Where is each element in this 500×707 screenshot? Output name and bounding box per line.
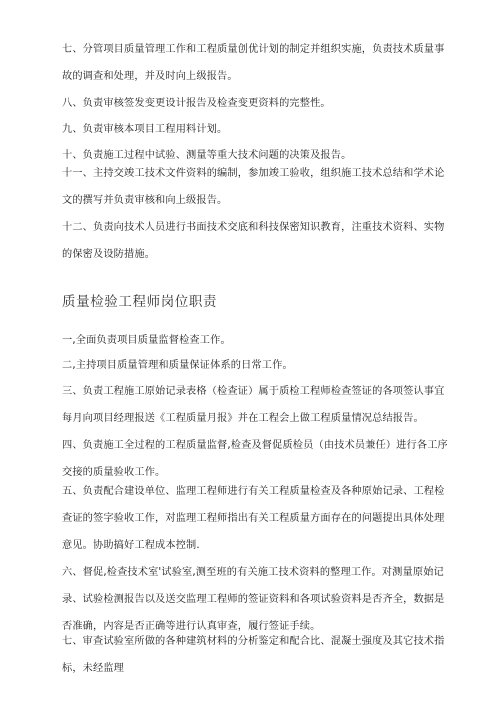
- qc-duty-item-3: 三、负责工程施工原始记录表格（检查证）属于质检工程师检查签证的各项签认事宜每月向项目经理报送《工程质量月报》并在工程会上做工程质量情况总结报告。: [62, 386, 445, 424]
- section-heading: 质量检验工程师岗位职责: [62, 294, 218, 310]
- duty-item-12: 十二、负责向技术人员进行书面技术交底和科技保密知识教育，注重技术资料、实物的保密及设防措施。: [62, 222, 445, 260]
- qc-duty-item-5: 五、负责配合建设单位、监理工程师进行有关工程质量检查及各种原始记录、工程检查证的签字验收工作，对监理工程师指出有关工程质量方面存在的问题提出具体处理意见。协助搞好工程成本控制.: [62, 486, 445, 551]
- duty-item-7: 七、分管项目质量管理工作和工程质量创优计划的制定并组织实施，负责技术质量事故的调查和处理，并及时向上级报告。: [62, 44, 445, 82]
- qc-duty-item-4: 四、负责施工全过程的工程质量监督,检查及督促质检员（由技术员兼任）进行各工序交接的质量验收工作。: [62, 440, 448, 478]
- qc-duty-item-2: 二,主持项目质量管理和质量保证体系的日常工作。: [62, 360, 293, 371]
- qc-duty-item-1: 一,全面负责项目质量监督检查工作。: [62, 335, 231, 346]
- qc-duty-item-6: 六、督促,检查技术室'试验室,测至班的有关施工技术资料的整理工作。对测量原始记录、试验检测报告以及送交监理工程师的签证资料和各项试验资料是否齐全，数据是否准确，内容是否正确等进行认真审查，履行签证手续。: [62, 567, 445, 632]
- qc-duty-item-7: 七、审查试验室所做的各种建筑材料的分析鉴定和配合比、混凝土强度及其它技术指标，未经监理: [62, 636, 445, 674]
- duty-item-10: 十、负责施工过程中试验、测量等重大技术问题的决策及报告。: [62, 150, 352, 161]
- duty-item-8: 八、负责审核签发变更设计报告及检查变更资料的完整性。: [62, 98, 331, 109]
- duty-item-11: 十一、主持交竣工技术文件资料的编制，参加竣工验收，组织施工技术总结和学术论文的撰写并负责审核和向上级报告。: [62, 168, 445, 206]
- duty-item-9: 九、负责审核本项目工程用料计划。: [62, 124, 228, 135]
